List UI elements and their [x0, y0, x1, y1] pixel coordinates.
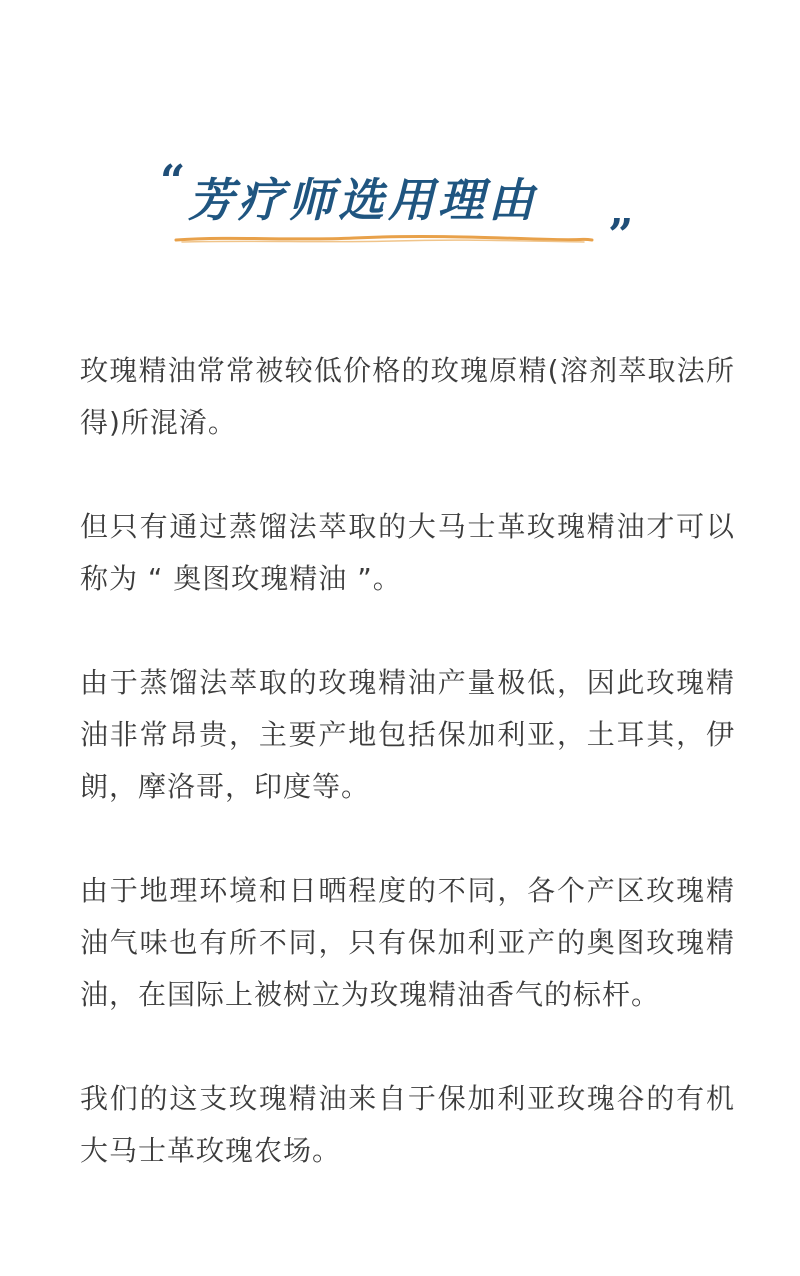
open-quote-mark: “ [160, 156, 186, 207]
paragraph: 由于地理环境和日晒程度的不同，各个产区玫瑰精油气味也有所不同，只有保加利亚产的奥图玫瑰精油，在国际上被树立为玫瑰精油香气的标杆。 [80, 874, 735, 1011]
paragraph: 玫瑰精油常常被较低价格的玫瑰原精(溶剂萃取法所得)所混淆。 [80, 354, 735, 439]
underline-stroke-thin [182, 240, 584, 242]
brush-underline [174, 232, 594, 246]
section-title [160, 156, 650, 261]
underline-stroke [176, 236, 592, 240]
paragraph: 由于蒸馏法萃取的玫瑰精油产量极低，因此玫瑰精油非常昂贵，主要产地包括保加利亚，土耳其，伊朗，摩洛哥，印度等。 [80, 666, 735, 803]
title-text: 芳疗师选用理由 [188, 173, 538, 227]
article-body [80, 345, 735, 1229]
close-quote-mark: ” [608, 210, 634, 261]
paragraph: 我们的这支玫瑰精油来自于保加利亚玫瑰谷的有机大马士革玫瑰农场。 [80, 1082, 735, 1167]
paragraph: 但只有通过蒸馏法萃取的大马士革玫瑰精油才可以称为 “ 奥图玫瑰精油 ”。 [80, 510, 735, 595]
